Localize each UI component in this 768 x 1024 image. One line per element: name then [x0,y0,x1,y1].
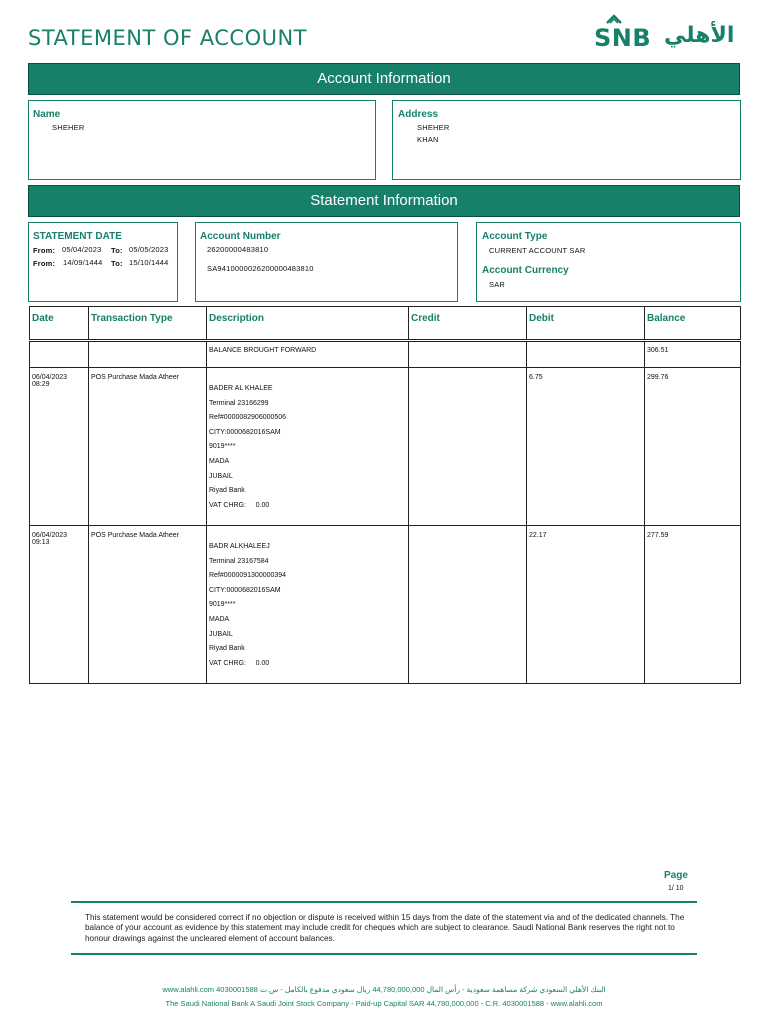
page-label: Page [664,870,688,881]
description-line: MADA [209,615,230,623]
account-number-label: Account Number [200,231,281,242]
disclaimer-text: This statement would be considered correct if no objection or dispute is received within 15 days from the date of the statement via and of the dedicated channels. The balance of your account as evidence by this statement may include credit for cheques which are subject to clearance. Saudi National Bank reserves the right not to honour drawings against the uncleared element of account balances. [85,913,685,943]
row-date: 06/04/2023 [32,532,68,539]
account-type-value: CURRENT ACCOUNT SAR [489,246,586,255]
column-header: Credit [409,307,527,340]
brought-forward-balance: 306.51 [645,342,741,368]
column-header: Description [207,307,409,340]
address-line: KHAN [417,135,439,144]
footer-arabic: البنك الأهلي السعودي شركة مساهمة سعودية - رأس المال 44,780,000,000 ريال سعودي مدفوع بالكامل - س.ت 4030001588 www.alahli.com [162,985,606,994]
row-balance: 299.76 [645,368,741,526]
divider [71,953,697,955]
footer-english: The Saudi National Bank A Saudi Joint Stock Company - Paid-up Capital SAR 44,780,000,000 - C.R. 4030001588 - www.alahli.com [165,999,603,1008]
page-number: 1/ 10 [668,885,684,892]
row-time: 08:29 [32,381,50,388]
table-header-row [30,307,741,340]
account-number-box [195,222,458,302]
description-line: Riyad Bank [209,645,245,653]
iban-value: SA9410000026200000483810 [207,264,314,273]
row-type: POS Purchase Mada Atheer [89,526,207,684]
statement-info-band: Statement Information [28,185,740,217]
statement-date-box [28,222,178,302]
table-row [30,526,741,684]
brought-forward-description: BALANCE BROUGHT FORWARD [207,342,409,368]
description-line: CITY:0000682016SAM [209,586,281,594]
account-type-label: Account Type [482,231,548,242]
name-value: SHEHER [52,123,85,132]
description-line: MADA [209,457,230,465]
currency-label: Account Currency [482,265,569,276]
description-line: CITY:0000682016SAM [209,428,281,436]
statement-date-label: STATEMENT DATE [33,231,122,242]
name-label: Name [33,109,61,120]
snb-logo [592,14,738,54]
document-title: STATEMENT OF ACCOUNT [28,26,308,50]
to-hijri: 15/10/1444 [129,258,169,267]
row-credit [409,526,527,684]
to-label: To: [111,259,123,268]
row-date: 06/04/2023 [32,374,68,381]
description-line: JUBAIL [209,472,233,480]
table-row [30,342,741,368]
from-gregorian: 05/04/2023 [62,245,102,254]
logo-text-ar: الأهلي [664,23,735,48]
to-label: To: [111,246,123,255]
description-line: VAT CHRG: 0.00 [209,501,270,509]
row-description [209,374,406,513]
row-debit: 22.17 [527,526,645,684]
divider [71,901,697,903]
description-line: 9019**** [209,601,236,609]
description-line: BADER AL KHALEE [209,385,273,392]
row-type: POS Purchase Mada Atheer [89,368,207,526]
column-header: Balance [645,307,741,340]
from-label: From: [33,259,56,268]
address-label: Address [398,109,439,120]
column-header: Date [30,307,89,340]
from-label: From: [33,246,56,255]
address-box [392,100,741,180]
row-description [209,532,406,671]
account-info-band: Account Information [28,63,740,95]
description-line: BADR ALKHALEEJ [209,543,270,550]
description-line: 9019**** [209,443,236,451]
from-hijri: 14/09/1444 [63,258,103,267]
description-line: Terminal 23166299 [209,399,269,407]
description-line: Ref#0000091300000394 [209,572,287,580]
description-line: VAT CHRG: 0.00 [209,659,270,667]
description-line: JUBAIL [209,630,233,638]
row-debit: 6.75 [527,368,645,526]
currency-value: SAR [489,280,506,289]
logo-text-en: SNB [594,24,652,52]
table-row [30,368,741,526]
row-time: 09:13 [32,539,50,546]
description-line: Terminal 23167584 [209,557,269,565]
logo-mark-icon [606,14,622,24]
transactions-table [29,306,741,684]
name-box [28,100,376,180]
row-balance: 277.59 [645,526,741,684]
account-type-box [476,222,741,302]
row-credit [409,368,527,526]
column-header: Transaction Type [89,307,207,340]
to-gregorian: 05/05/2023 [129,245,169,254]
description-line: Riyad Bank [209,487,245,495]
address-line: SHEHER [417,123,450,132]
account-number-value: 26200000483810 [207,245,269,254]
column-header: Debit [527,307,645,340]
description-line: Ref#0000082906000506 [209,414,287,422]
